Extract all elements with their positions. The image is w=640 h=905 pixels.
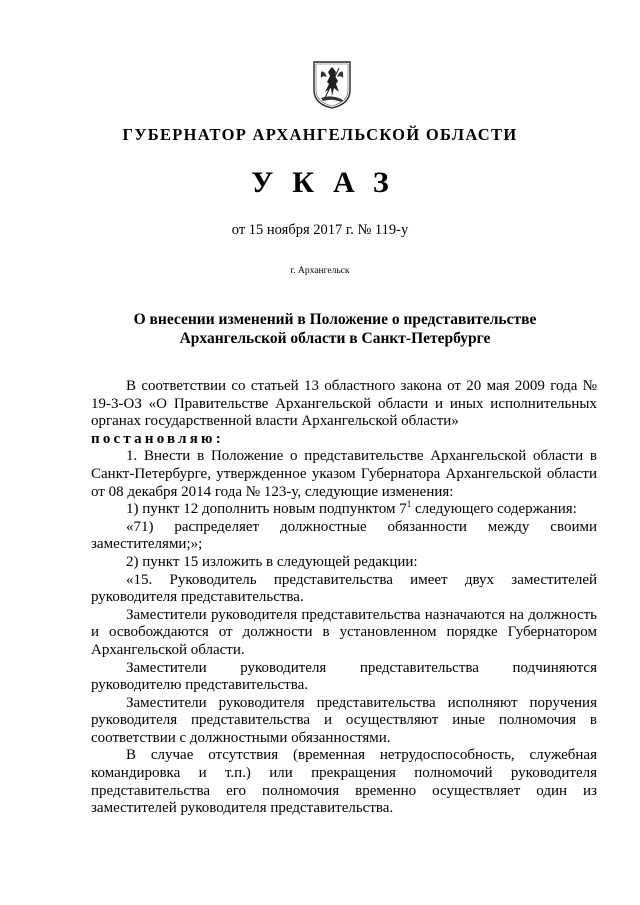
document-subject (120, 310, 550, 348)
paragraph-subitem-1 (91, 501, 597, 519)
subitem-1-text: 1) пункт 12 дополнить новым подпунктом 7 (126, 501, 407, 518)
coat-of-arms-icon (311, 58, 353, 110)
decree-word: постановляю: (91, 430, 224, 447)
superscript: 1 (406, 499, 412, 510)
paragraph-deputies-duties: Заместители руководителя представительства исполняют поручения руководителя представительства и осуществляют иные полномочия в соответствии с должностными обязанностями. (91, 694, 597, 746)
paragraph-preamble: В соответствии со статьей 13 областного закона от 20 мая 2009 года № 19-3-ОЗ «О Правительстве Архангельской области и иных исполнительных органах государственной власти Архангельской области» (91, 378, 597, 430)
paragraph-quote-71: «71) распределяет должностные обязанности между своими заместителями;»; (91, 518, 597, 553)
document-city: г. Архангельск (290, 266, 350, 276)
document-date-number: от 15 ноября 2017 г. № 119-у (231, 222, 409, 238)
subitem-1-text-end: следующего содержания: (411, 501, 577, 518)
paragraph-quote-15: «15. Руководитель представительства имеет двух заместителей руководителя представительства. (91, 571, 597, 606)
organization-title: ГУБЕРНАТОР АРХАНГЕЛЬСКОЙ ОБЛАСТИ (122, 125, 518, 144)
paragraph-deputies-appointment: Заместители руководителя представительства назначаются на должность и освобождаются от должности в установленном порядке Губернатором Архангельской области. (91, 606, 597, 658)
paragraph-deputies-subordination: Заместители руководителя представительства подчиняются руководителю представительства. (91, 659, 597, 694)
document-body (91, 378, 597, 818)
subject-line-2: Архангельской области в Санкт-Петербурге (179, 330, 491, 347)
document-type: УКАЗ (251, 166, 408, 199)
paragraph-subitem-2: 2) пункт 15 изложить в следующей редакции: (126, 553, 418, 570)
subject-line-1: О внесении изменений в Положение о представительстве (133, 311, 537, 328)
paragraph-item-1: 1. Внести в Положение о представительстве Архангельской области в Санкт-Петербурге, утвержденное указом Губернатора Архангельской области от 08 декабря 2014 года № 123-у, следующие изменения: (91, 448, 597, 500)
paragraph-decree-word (91, 431, 597, 449)
paragraph-absence: В случае отсутствия (временная нетрудоспособность, служебная командировка и т.п.) или прекращения полномочий руководителя представительства его полномочия временно осуществляет один из заместителей руководителя представительства. (91, 747, 597, 817)
